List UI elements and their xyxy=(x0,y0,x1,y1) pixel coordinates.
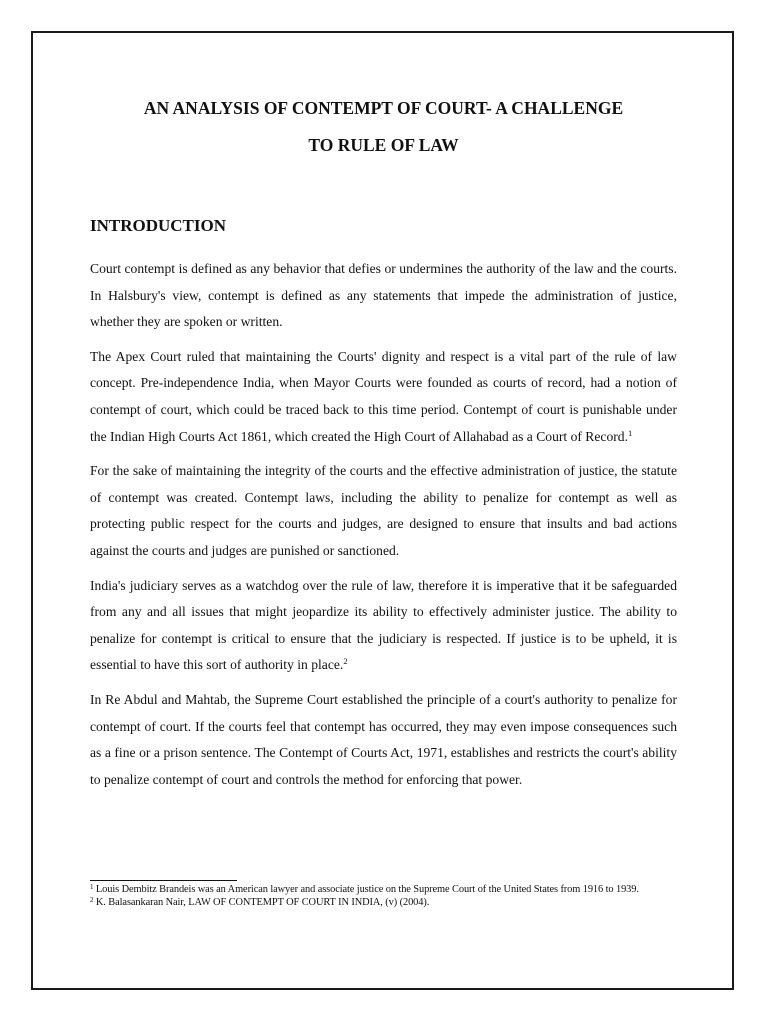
footnote-1-number: 1 xyxy=(90,883,94,891)
title-line-2: TO RULE OF LAW xyxy=(308,135,459,155)
paragraph-5-text: In Re Abdul and Mahtab, the Supreme Court established the principle of a court's authority to penalize for contempt of court. If the courts feel that contempt has occurred, they may even impose consequences such as a fine or a prison sentence. The Contempt of Courts Act, 1971, establishes and restricts the court's ability to penalize contempt of court and controls the method for enforcing that power. xyxy=(90,691,677,787)
paragraph-1 xyxy=(90,256,677,336)
section-heading-introduction: INTRODUCTION xyxy=(90,216,227,235)
footnote-2-number: 2 xyxy=(90,896,94,904)
paragraph-4 xyxy=(90,573,677,679)
footnotes xyxy=(90,883,680,909)
footnote-1 xyxy=(90,883,680,896)
paragraph-2 xyxy=(90,344,677,450)
body-text xyxy=(90,256,677,801)
paragraph-2-text: The Apex Court ruled that maintaining the Courts' dignity and respect is a vital part of the rule of law concept. Pre-independence India, when Mayor Courts were founded as courts of record, had a notion of contempt of court, which could be traced back to this time period. Contempt of court is punishable under the Indian High Courts Act 1861, which created the High Court of Allahabad as a Court of Record. xyxy=(90,348,677,444)
paragraph-1-text: Court contempt is defined as any behavior that defies or undermines the authority of the law and the courts. In Halsbury's view, contempt is defined as any statements that impede the administration of justice, whether they are spoken or written. xyxy=(90,261,677,330)
footnote-ref-1[interactable]: 1 xyxy=(627,427,633,438)
footnote-1-text: Louis Dembitz Brandeis was an American lawyer and associate justice on the Supreme Court of the United States from 1916 to 1939. xyxy=(95,884,639,895)
title-line-1: AN ANALYSIS OF CONTEMPT OF COURT- A CHALLENGE xyxy=(143,98,624,118)
paragraph-3 xyxy=(90,458,677,564)
footnote-2-text: K. Balasankaran Nair, LAW OF CONTEMPT OF COURT IN INDIA, (v) (2004). xyxy=(95,897,430,908)
document-title xyxy=(31,90,736,164)
paragraph-4-text: India's judiciary serves as a watchdog over the rule of law, therefore it is imperative that it be safeguarded from any and all issues that might jeopardize its ability to effectively administer justice. The ability to penalize for contempt is critical to ensure that the judiciary is respected. If justice is to be upheld, it is essential to have this sort of authority in place. xyxy=(90,577,677,673)
footnote-2 xyxy=(90,896,680,909)
footnote-ref-2[interactable]: 2 xyxy=(343,656,348,667)
paragraph-3-text: For the sake of maintaining the integrity of the courts and the effective administration of justice, the statute of contempt was created. Contempt laws, including the ability to penalize for contempt as well as protecting public respect for the courts and judges, are designed to ensure that insults and bad actions against the courts and judges are punished or sanctioned. xyxy=(90,463,677,558)
footnote-separator xyxy=(90,880,237,881)
paragraph-5 xyxy=(90,687,677,793)
